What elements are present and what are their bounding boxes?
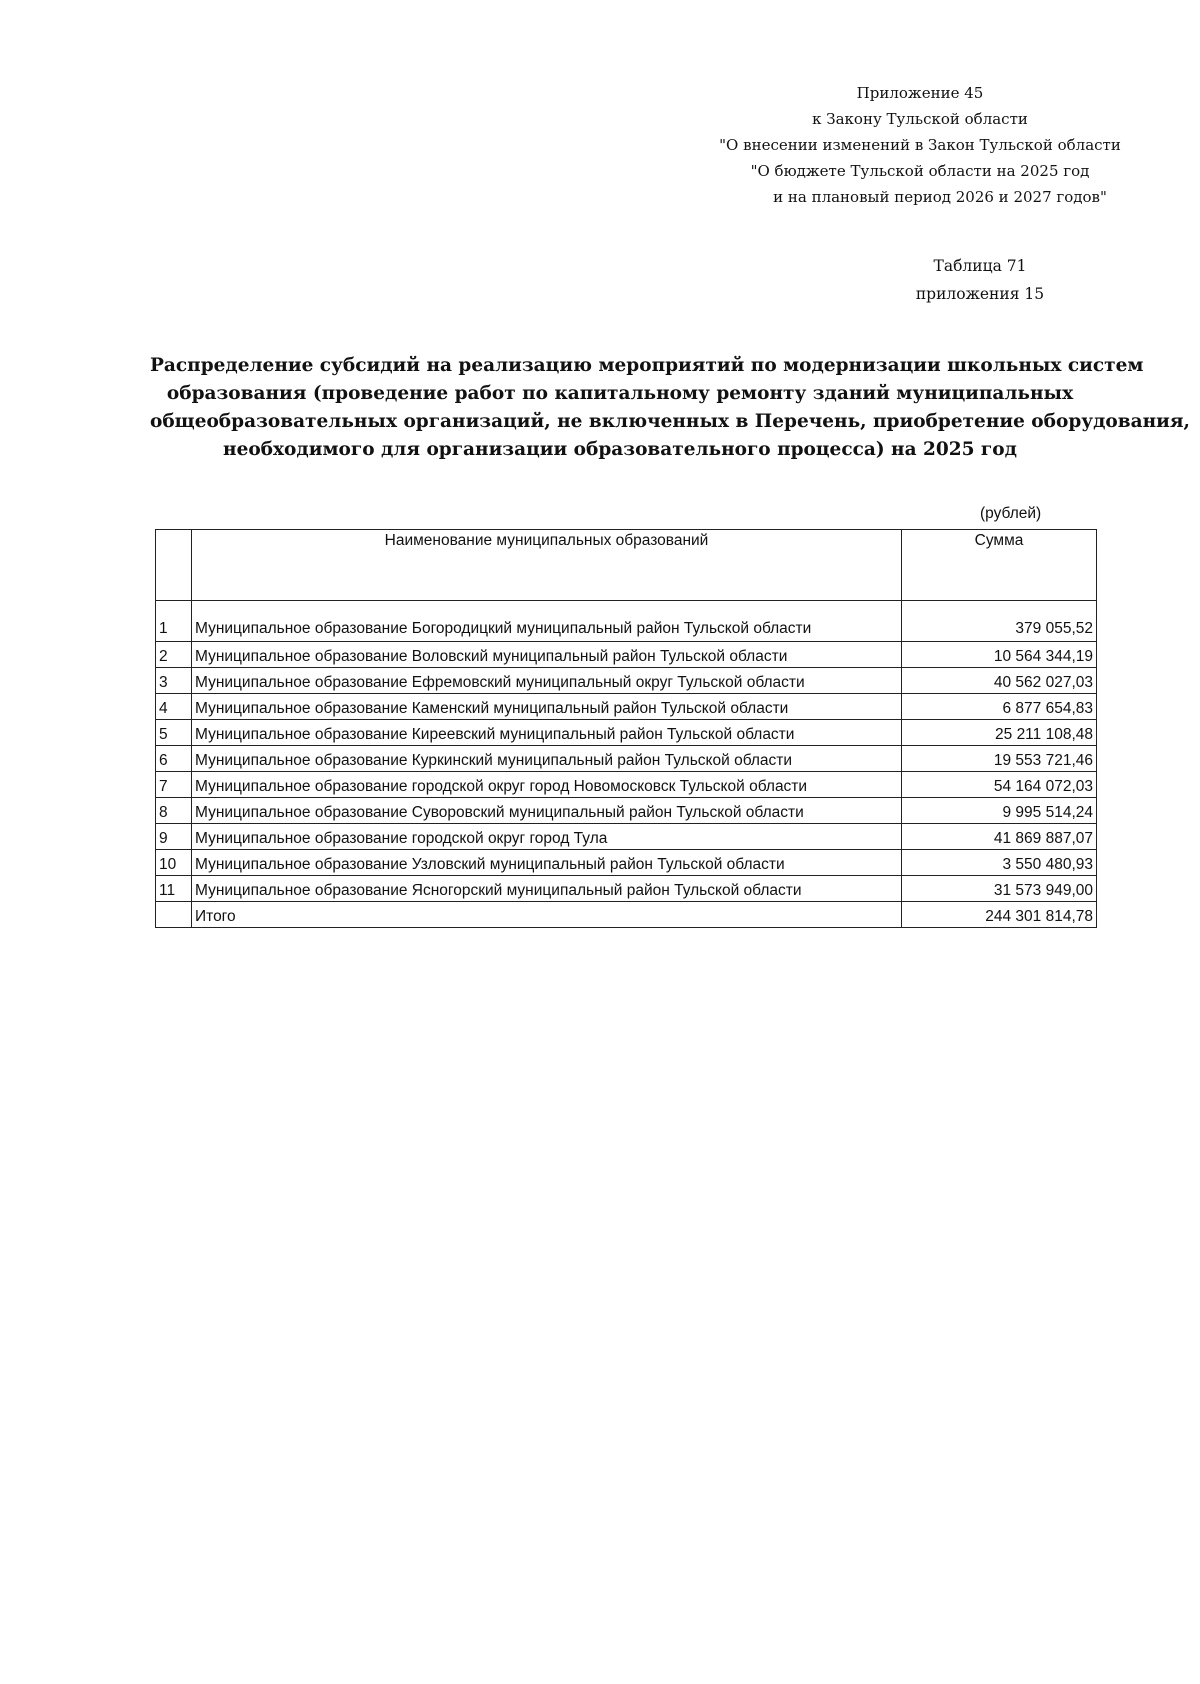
subsidy-table xyxy=(155,529,1097,928)
table-row xyxy=(156,824,1097,850)
appendix-line-1: Приложение 45 xyxy=(856,84,984,102)
row-sum: 41 869 887,07 xyxy=(902,824,1097,850)
row-sum: 379 055,52 xyxy=(902,601,1097,642)
row-name: Муниципальное образование городской округ город Тула xyxy=(192,824,902,850)
units-label: (рублей) xyxy=(980,505,1042,522)
appendix-line-5: и на плановый период 2026 и 2027 годов" xyxy=(773,188,1107,206)
table-reference xyxy=(880,252,1080,308)
row-num: 7 xyxy=(156,772,192,798)
row-name: Муниципальное образование Узловский муниципальный район Тульской области xyxy=(192,850,902,876)
table-row xyxy=(156,876,1097,902)
header-sum: Сумма xyxy=(902,530,1097,601)
row-name: Муниципальное образование Богородицкий муниципальный район Тульской области xyxy=(192,601,902,642)
table-appendix: приложения 15 xyxy=(915,285,1045,303)
table-row xyxy=(156,720,1097,746)
total-row xyxy=(156,902,1097,928)
row-num: 11 xyxy=(156,876,192,902)
document-title xyxy=(150,352,1190,464)
row-name: Муниципальное образование Воловский муниципальный район Тульской области xyxy=(192,642,902,668)
row-num: 4 xyxy=(156,694,192,720)
title-line-2: образования (проведение работ по капитальному ремонту зданий муниципальных xyxy=(166,383,1074,404)
table-row xyxy=(156,746,1097,772)
row-name: Муниципальное образование Киреевский муниципальный район Тульской области xyxy=(192,720,902,746)
row-num: 9 xyxy=(156,824,192,850)
row-sum: 6 877 654,83 xyxy=(902,694,1097,720)
row-name: Муниципальное образование городской округ город Новомосковск Тульской области xyxy=(192,772,902,798)
table-row xyxy=(156,601,1097,642)
row-num: 3 xyxy=(156,668,192,694)
row-num: 6 xyxy=(156,746,192,772)
header-name: Наименование муниципальных образований xyxy=(192,530,902,601)
table-row xyxy=(156,772,1097,798)
table-number: Таблица 71 xyxy=(933,257,1027,275)
row-name: Муниципальное образование Суворовский муниципальный район Тульской области xyxy=(192,798,902,824)
total-label: Итого xyxy=(192,902,902,928)
row-sum: 19 553 721,46 xyxy=(902,746,1097,772)
table-row xyxy=(156,850,1097,876)
row-sum: 3 550 480,93 xyxy=(902,850,1097,876)
appendix-line-2: к Закону Тульской области xyxy=(812,110,1028,128)
row-sum: 10 564 344,19 xyxy=(902,642,1097,668)
row-num: 8 xyxy=(156,798,192,824)
row-sum: 54 164 072,03 xyxy=(902,772,1097,798)
appendix-header xyxy=(700,80,1140,210)
row-name: Муниципальное образование Каменский муниципальный район Тульской области xyxy=(192,694,902,720)
appendix-line-3: "О внесении изменений в Закон Тульской области xyxy=(719,136,1121,154)
row-num: 10 xyxy=(156,850,192,876)
row-name: Муниципальное образование Ефремовский муниципальный округ Тульской области xyxy=(192,668,902,694)
table-row xyxy=(156,642,1097,668)
row-sum: 31 573 949,00 xyxy=(902,876,1097,902)
appendix-line-4: "О бюджете Тульской области на 2025 год xyxy=(750,162,1090,180)
title-line-3: общеобразовательных организаций, не включенных в Перечень, приобретение оборудования, xyxy=(150,411,1190,432)
header-num xyxy=(156,530,192,601)
row-sum: 25 211 108,48 xyxy=(902,720,1097,746)
row-num: 1 xyxy=(156,601,192,642)
row-sum: 9 995 514,24 xyxy=(902,798,1097,824)
title-line-4: необходимого для организации образовательного процесса) на 2025 год xyxy=(223,439,1017,460)
table-row xyxy=(156,798,1097,824)
total-num xyxy=(156,902,192,928)
total-sum: 244 301 814,78 xyxy=(902,902,1097,928)
row-num: 5 xyxy=(156,720,192,746)
row-name: Муниципальное образование Куркинский муниципальный район Тульской области xyxy=(192,746,902,772)
title-line-1: Распределение субсидий на реализацию мероприятий по модернизации школьных систем xyxy=(150,355,1144,376)
row-num: 2 xyxy=(156,642,192,668)
table-row xyxy=(156,668,1097,694)
header-row xyxy=(156,530,1097,601)
table-row xyxy=(156,694,1097,720)
row-name: Муниципальное образование Ясногорский муниципальный район Тульской области xyxy=(192,876,902,902)
row-sum: 40 562 027,03 xyxy=(902,668,1097,694)
